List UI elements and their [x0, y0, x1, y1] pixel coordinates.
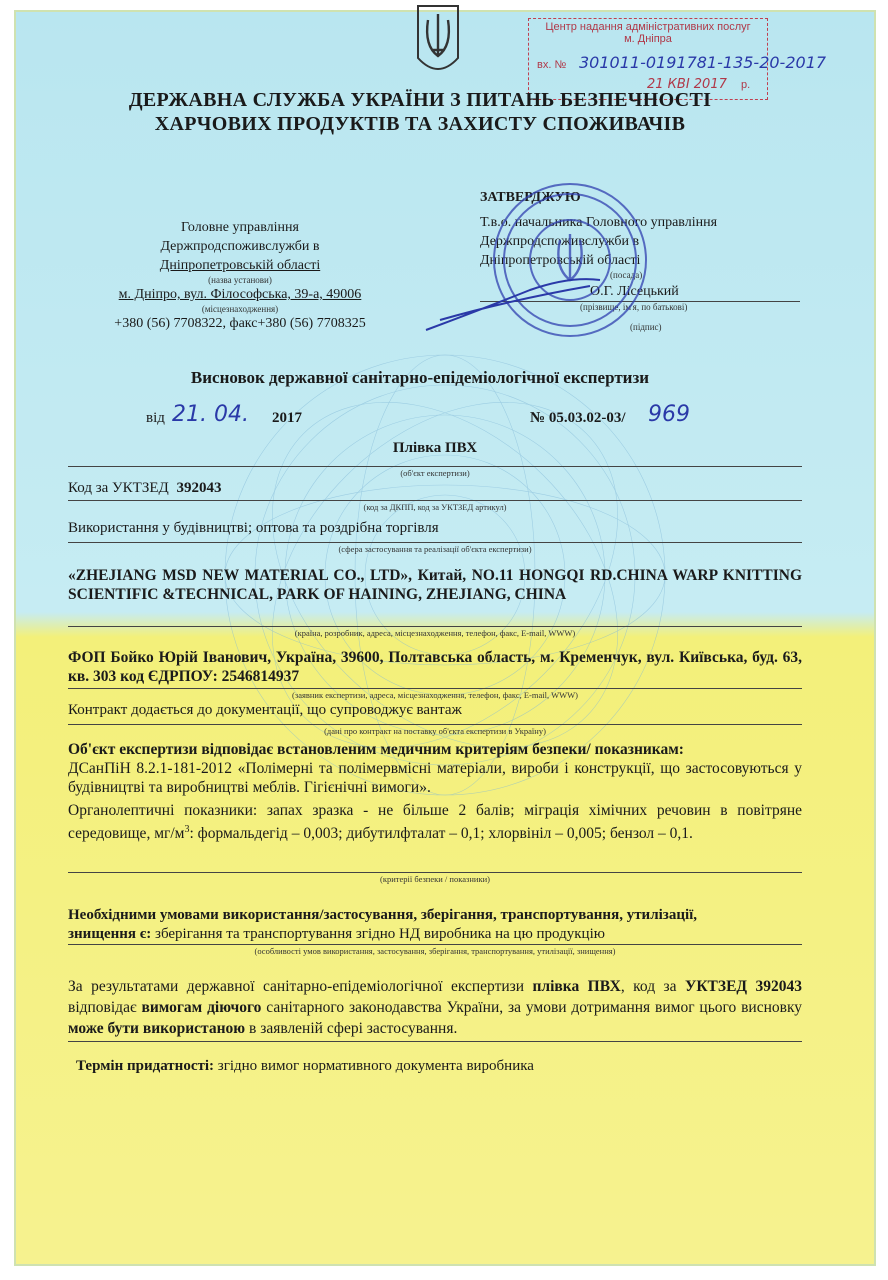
conditions-block — [68, 906, 802, 944]
conclusion-current: діючого — [207, 999, 262, 1016]
stamp-suffix: р. — [741, 79, 751, 91]
code-value: 392043 — [176, 480, 222, 496]
conclusion-part3: , код за — [620, 978, 677, 995]
object-name: Плівка ПВХ — [392, 440, 478, 456]
approval-signer-caption: (прізвище, ім'я, по батькові) — [580, 302, 688, 312]
code-caption: (код за ДКПП, код за УКТЗЕД артикул) — [363, 502, 507, 512]
issuer-name3: Дніпропетровській області — [159, 258, 321, 273]
conclusion-usable: може бути використаною — [68, 1020, 246, 1037]
conditions-label-b: знищення є: — [68, 926, 152, 942]
contract-caption: (дані про контракт на поставку об'єкта експертизи в Україну) — [324, 726, 546, 736]
criteria-indicators — [68, 801, 802, 843]
code-row — [68, 480, 222, 497]
approval-position2: Держпродспоживслужби в — [480, 234, 640, 249]
validity-label: Термін придатності: — [76, 1058, 215, 1074]
conclusion-requirements: вимогам — [141, 999, 203, 1016]
criteria-indicators-a: Органолептичні показники: запах зразка - не більше 2 балів; міграція хімічних речовин в повітряне середовище, мг/м — [68, 802, 802, 843]
approval-heading: ЗАТВЕРДЖУЮ — [480, 190, 581, 205]
document-year: 2017 — [272, 410, 302, 426]
conclusion-part10: в заявленій сфері застосування. — [249, 1020, 458, 1037]
usage-text: Використання у будівництві; оптова та роздрібна торгівля — [68, 520, 439, 536]
conditions-text: зберігання та транспортування згідно НД виробника на цю продукцію — [155, 926, 605, 942]
issuer-block — [100, 218, 380, 333]
conclusion-paragraph — [68, 976, 802, 1039]
stamp-prefix: вх. № — [537, 59, 567, 71]
agency-line2: ХАРЧОВИХ ПРОДУКТІВ ТА ЗАХИСТУ СПОЖИВАЧІВ — [154, 113, 686, 135]
applicant-caption: (заявник експертизи, адреса, місцезнаходження, телефон, факс, E-mail, WWW) — [292, 690, 578, 700]
applicant-text: ФОП Бойко Юрій Іванович, Україна, 39600, Полтавська область, м. Кременчук, вул. Київська, буд. 63, кв. 303 код ЄДРПОУ: 2546814937 — [68, 649, 802, 685]
document-number-prefix: № 05.03.02-03/ — [530, 410, 626, 426]
document-number-handwritten: 969 — [648, 402, 690, 427]
manufacturer-text: «ZHEJIANG MSD NEW MATERIAL CO., LTD», Китай, NO.11 HONGQI RD.CHINA WARP KNITTING SCIENTIFIC &TECHNICAL, PARK OF HAINING, ZHEJIANG, CHINA — [68, 567, 802, 603]
signature-mark — [420, 270, 620, 340]
approval-signer: О.Г. Лісецький — [480, 282, 800, 302]
trident-emblem-icon — [414, 2, 462, 82]
criteria-standard: ДСанПіН 8.2.1-181-2012 «Полімерні та полімервмісні матеріали, вироби і конструкції, що застосовуються у будівництві та виробництві меблів. Гігієнічні вимоги». — [68, 760, 802, 796]
approval-position-caption: (посада) — [610, 270, 643, 280]
approval-signature-caption: (підпис) — [630, 322, 662, 332]
conditions-label-a: Необхідними умовами використання/застосування, зберігання, транспортування, утилізації, — [68, 907, 698, 923]
agency-line1: ДЕРЖАВНА СЛУЖБА УКРАЇНИ З ПИТАНЬ БЕЗПЕЧНОСТІ — [128, 89, 712, 111]
issuer-address: м. Дніпро, вул. Філософська, 39-а, 49006 — [118, 287, 362, 302]
document-date-handwritten: 21. 04. — [172, 402, 249, 427]
approval-position1: Т.в.о. начальника Головного управління — [480, 215, 718, 230]
criteria-indicators-b: : формальдегід – 0,003; дибутилфталат – 0,1; хлорвініл – 0,005; бензол – 0,1. — [189, 825, 693, 843]
conclusion-product: плівка ПВХ — [532, 978, 621, 995]
issuer-phone: +380 (56) 7708322, факс+380 (56) 7708325 — [114, 316, 366, 331]
validity-row — [76, 1058, 534, 1075]
stamp-number: 301011-0191781-135-20-2017 — [579, 53, 827, 72]
issuer-address-caption: (місцезнаходження) — [201, 304, 279, 314]
agency-name — [60, 88, 780, 136]
conclusion-part1: За результатами державної санітарно-епідеміологічної експертизи — [68, 978, 525, 995]
stamp-line1: Центр надання адміністративних послуг — [545, 21, 751, 33]
object-name-caption: (об'єкт експертизи) — [400, 468, 470, 478]
usage-caption: (сфера застосування та реалізації об'єкта експертизи) — [338, 544, 532, 554]
issuer-name-caption: (назва установи) — [208, 275, 272, 285]
stamp-date: 21 КВІ 2017 — [647, 77, 727, 92]
issuer-name2: Держпродспоживслужби в — [160, 239, 320, 254]
criteria-block — [68, 740, 802, 843]
code-label: Код за УКТЗЕД — [68, 480, 169, 496]
manufacturer-caption: (країна, розробник, адреса, місцезнаходження, телефон, факс, E-mail, WWW) — [294, 628, 576, 638]
criteria-indicators-sup: 3 — [184, 824, 190, 835]
criteria-heading: Об'єкт експертизи відповідає встановленим медичним критеріям безпеки/ показникам: — [68, 741, 684, 758]
conclusion-part8: санітарного законодавства України, за умови дотримання вимог цього висновку — [266, 999, 803, 1016]
validity-text: згідно вимог нормативного документа виробника — [217, 1058, 534, 1074]
approval-position3: Дніпропетровській області — [480, 253, 641, 268]
conditions-caption: (особливості умов використання, застосування, зберігання, транспортування, утилізації, знищення) — [254, 946, 616, 956]
criteria-caption: (критерії безпеки / показники) — [380, 874, 490, 884]
conclusion-part5: відповідає — [68, 999, 137, 1016]
contract-text: Контракт додається до документації, що супроводжує вантаж — [68, 702, 462, 718]
document-date-prefix: від — [146, 410, 165, 426]
stamp-line2: м. Дніпра — [624, 33, 672, 45]
document-title: Висновок державної санітарно-епідеміологічної експертизи — [190, 368, 650, 387]
conclusion-code: УКТЗЕД 392043 — [684, 978, 802, 995]
issuer-name1: Головне управління — [181, 220, 299, 235]
